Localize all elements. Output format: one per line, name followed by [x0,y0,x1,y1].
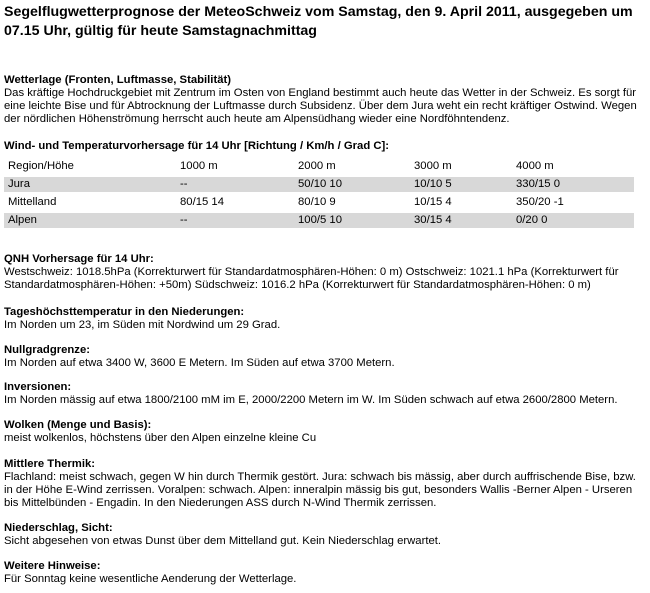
table-cell: -- [176,213,294,228]
table-cell: 10/15 4 [414,196,452,208]
table-header-cell: 4000 m [516,160,554,172]
table-cell: 50/10 10 [294,177,410,192]
table-cell: 330/15 0 [512,177,634,192]
table-cell: 30/15 4 [410,213,512,228]
table-cell: Jura [4,177,176,192]
wind-heading: Wind- und Temperaturvorhersage für 14 Uhr [Richtung / Km/h / Grad C]: [4,140,390,152]
table-cell: 80/15 14 [180,196,224,208]
table-header-row [4,159,634,174]
table-cell: Mittelland [8,196,57,208]
table-cell: -- [176,177,294,192]
tageshoechst-heading: Tageshöchsttemperatur in den Niederungen: [4,306,245,318]
niederschlag-text: Sicht abgesehen von etwas Dunst über dem Mittelland gut. Kein Niederschlag erwartet. [4,535,442,547]
inversionen-text: Im Norden mässig auf etwa 1800/2100 mM im E, 2000/2200 Metern im W. Im Süden schwach auf etwa 2600/2800 Metern. [4,394,618,406]
table-row [4,213,634,228]
qnh-text: Westschweiz: 1018.5hPa (Korrekturwert für Standardatmosphären-Höhen: 0 m) Ostschweiz: 1021.1 hPa (Korrekturwert für Standardatmosphären-Höhen: +50m) Südschweiz: 1016.2 hPa (Korrekturwert für Standardatmosphären-Höhen: 0 m) [4,266,619,291]
table-cell: 10/10 5 [410,177,512,192]
thermik-heading: Mittlere Thermik: [4,458,96,470]
tageshoechst-text: Im Norden um 23, im Süden mit Nordwind um 29 Grad. [4,319,281,331]
nullgrad-text: Im Norden auf etwa 3400 W, 3600 E Metern. Im Süden auf etwa 3700 Metern. [4,357,395,369]
table-cell: 0/20 0 [512,213,634,228]
hinweise-heading: Weitere Hinweise: [4,560,101,572]
table-cell: Alpen [4,213,176,228]
table-header-cell: 2000 m [298,160,336,172]
page-title: Segelflugwetterprognose der MeteoSchweiz vom Samstag, den 9. April 2011, ausgegeben um 07.15 Uhr, gültig für heute Samstagnachmittag [4,4,633,39]
hinweise-text: Für Sonntag keine wesentliche Aenderung der Wetterlage. [4,573,297,585]
niederschlag-heading: Niederschlag, Sicht: [4,522,113,534]
table-row [4,195,634,210]
nullgrad-heading: Nullgradgrenze: [4,344,90,356]
thermik-text: Flachland: meist schwach, gegen W hin durch Thermik gestört. Jura: schwach bis mässig, aber durch auffrischende Bise, bzw. in der Höhe E-Wind zerrissen. Voralpen: schwach. Alpen: inneralpin mässig bis gut, besonders Wallis -Berner Alpen - Urseren bis Mittelbünden - Engadin. In den Niederungen ASS durch N-Wind Thermik zerrissen. [4,471,636,509]
table-cell: 80/10 9 [298,196,336,208]
inversionen-heading: Inversionen: [4,381,72,393]
qnh-heading: QNH Vorhersage für 14 Uhr: [4,253,154,265]
wind-temperature-table [4,156,634,231]
wetterlage-text: Das kräftige Hochdruckgebiet mit Zentrum im Osten von England bestimmt auch heute das Wetter in der Schweiz. Es sorgt für eine leichte Bise und für Abtrocknung der Luftmasse durch Subsidenz. Über dem Jura weht ein recht kräftiger Ostwind. Wegen der nördlichen Höhenströmung herrscht auch heute am Alpensüdhang wieder eine Nordföhntendenz. [4,87,637,125]
table-cell: 100/5 10 [294,213,410,228]
table-header-cell: Region/Höhe [8,160,74,172]
table-header-cell: 1000 m [180,160,218,172]
table-cell: 350/20 -1 [516,196,564,208]
wolken-heading: Wolken (Menge und Basis): [4,419,152,431]
wolken-text: meist wolkenlos, höchstens über den Alpen einzelne kleine Cu [4,432,317,444]
table-row [4,177,634,192]
table-header-cell: 3000 m [414,160,452,172]
wetterlage-heading: Wetterlage (Fronten, Luftmasse, Stabilität) [4,74,232,86]
